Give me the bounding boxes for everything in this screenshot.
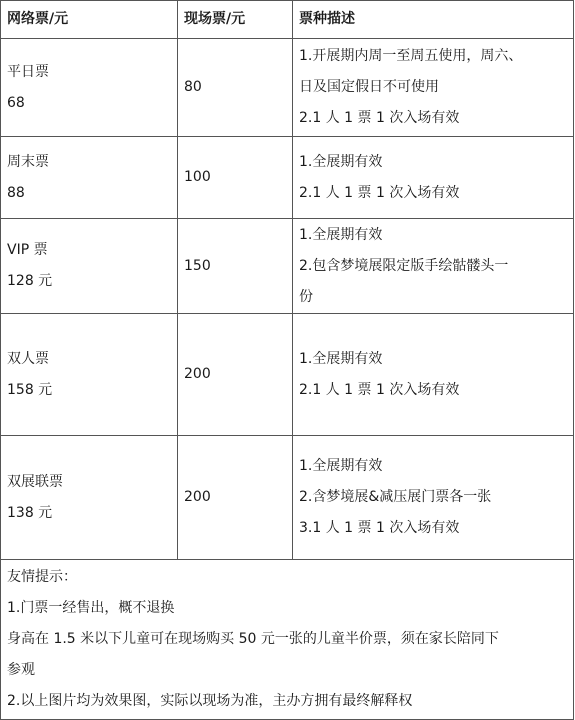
ticket-name: 双人票 xyxy=(7,350,49,367)
ticket-description xyxy=(293,137,574,219)
table-row xyxy=(1,436,574,560)
table-row xyxy=(1,219,574,314)
online-price: 138 元 xyxy=(7,504,53,521)
notes-line: 参观 xyxy=(7,662,35,678)
description-line: 1.全展期有效 xyxy=(299,458,383,474)
description-line: 2.含梦境展&减压展门票各一张 xyxy=(299,489,492,505)
online-price: 128 元 xyxy=(7,273,53,289)
ticket-name: 双展联票 xyxy=(7,473,63,490)
notes-title: 友情提示： xyxy=(7,569,77,585)
description-line: 1.全展期有效 xyxy=(299,226,383,243)
header-online-price: 网络票/元 xyxy=(1,1,178,39)
description-line: 3.1 人 1 票 1 次入场有效 xyxy=(299,520,460,536)
ticket-name: 平日票 xyxy=(7,63,49,80)
online-price: 88 xyxy=(7,184,25,201)
notes-line: 1.门票一经售出，概不退换 xyxy=(7,600,175,616)
ticket-description xyxy=(293,219,574,314)
onsite-price: 100 xyxy=(178,137,293,219)
description-line: 份 xyxy=(299,288,313,305)
ticket-type-cell xyxy=(1,39,178,137)
online-price: 68 xyxy=(7,94,25,111)
notes-row xyxy=(1,560,574,720)
description-line: 1.开展期内周一至周五使用，周六、 xyxy=(299,48,523,64)
ticket-name: VIP 票 xyxy=(7,242,48,258)
description-line: 日及国定假日不可使用 xyxy=(299,79,439,95)
ticket-name: 周末票 xyxy=(7,153,49,170)
description-line: 2.1 人 1 票 1 次入场有效 xyxy=(299,184,460,201)
header-onsite-price: 现场票/元 xyxy=(178,1,293,39)
notes-line: 2.以上图片均为效果图，实际以现场为准，主办方拥有最终解释权 xyxy=(7,693,413,709)
ticket-type-cell xyxy=(1,314,178,436)
description-line: 2.1 人 1 票 1 次入场有效 xyxy=(299,381,460,398)
ticket-description xyxy=(293,314,574,436)
description-line: 2.1 人 1 票 1 次入场有效 xyxy=(299,110,460,126)
onsite-price: 200 xyxy=(178,436,293,560)
notes-line: 身高在 1.5 米以下儿童可在现场购买 50 元一张的儿童半价票，须在家长陪同下 xyxy=(7,631,499,647)
table-header-row xyxy=(1,1,574,39)
table-row xyxy=(1,39,574,137)
ticket-type-cell xyxy=(1,436,178,560)
description-line: 2.包含梦境展限定版手绘骷髅头一 xyxy=(299,257,509,274)
notes-cell xyxy=(1,560,574,720)
onsite-price: 80 xyxy=(178,39,293,137)
onsite-price: 200 xyxy=(178,314,293,436)
description-line: 1.全展期有效 xyxy=(299,153,383,170)
ticket-type-cell xyxy=(1,137,178,219)
ticket-type-cell xyxy=(1,219,178,314)
ticket-description xyxy=(293,39,574,137)
onsite-price: 150 xyxy=(178,219,293,314)
table-row xyxy=(1,137,574,219)
header-description: 票种描述 xyxy=(293,1,574,39)
online-price: 158 元 xyxy=(7,381,53,398)
table-row xyxy=(1,314,574,436)
ticket-description xyxy=(293,436,574,560)
description-line: 1.全展期有效 xyxy=(299,350,383,367)
